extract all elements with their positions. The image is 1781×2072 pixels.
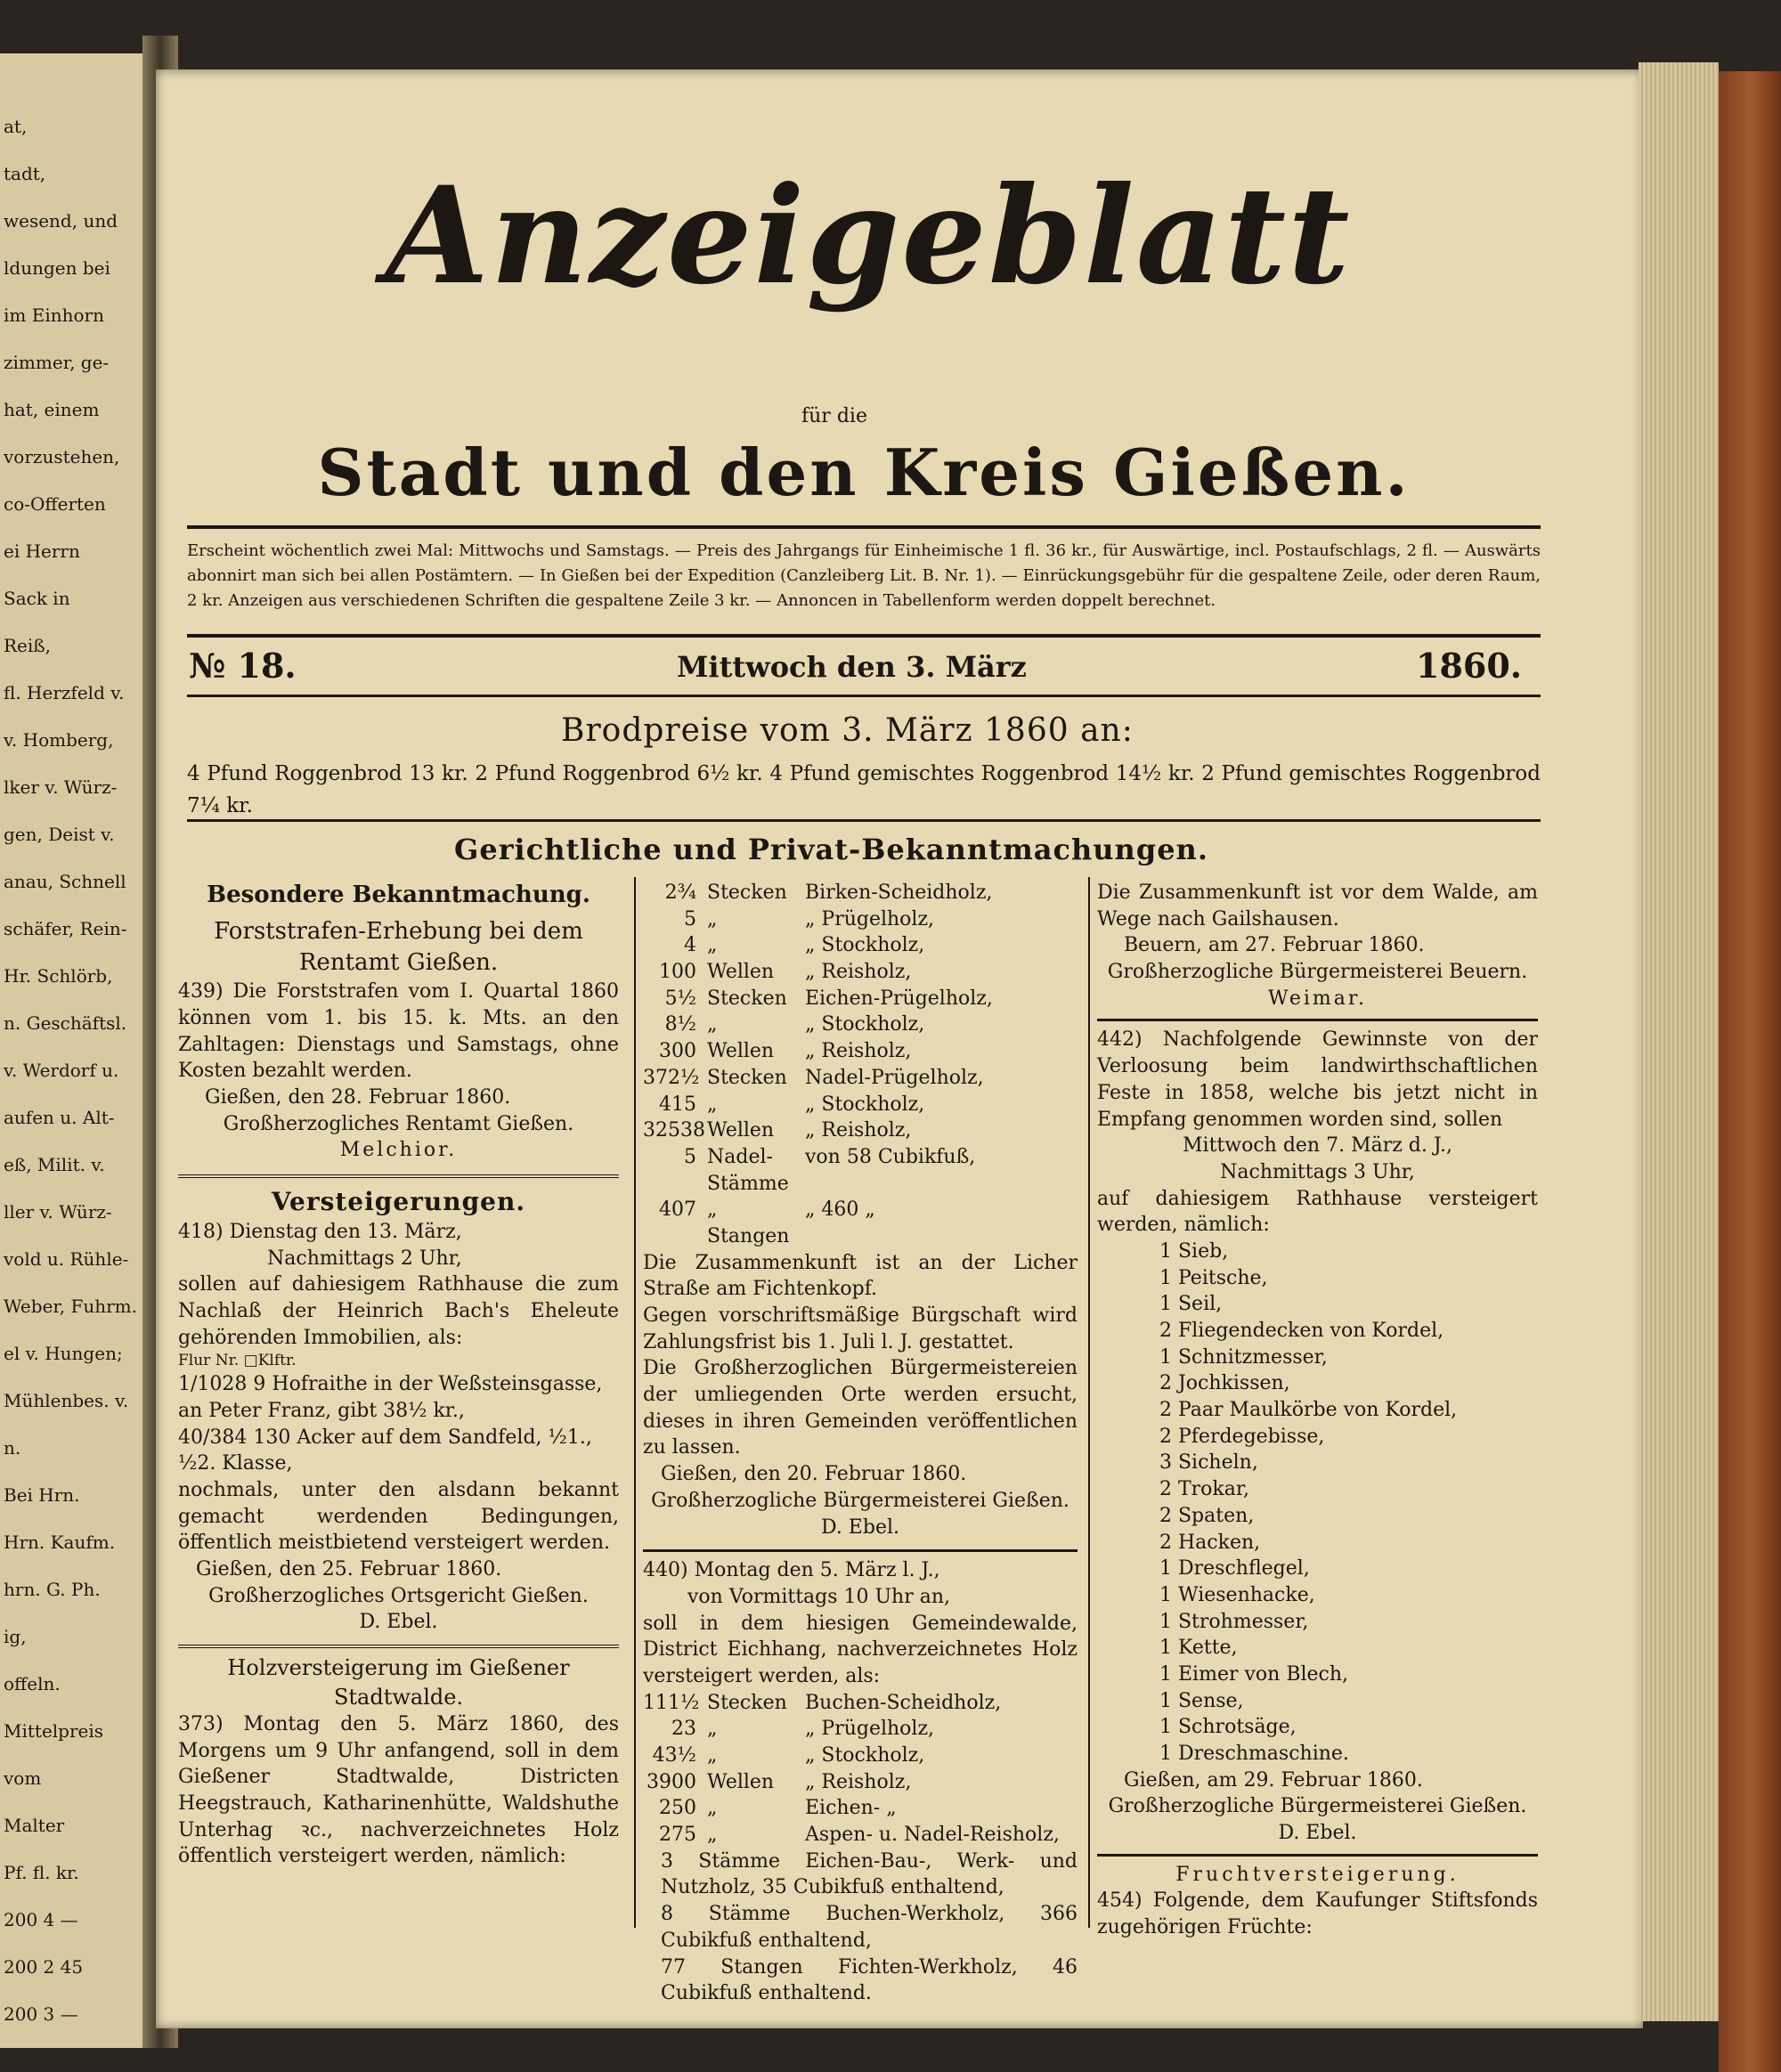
prize-item: 1 Sense, (1159, 1689, 1244, 1712)
notice-373-meeting: Die Zusammenkunft ist an der Licher Straße am Fichtenkopf. (643, 1251, 1078, 1301)
subscription-info: Erscheint wöchentlich zwei Mal: Mittwochs und Samstags. — Preis des Jahrgangs für Einheimische 1 fl. 36 kr., für Auswärtige, incl. Postaufschlags, 2 fl. — Auswärts abonnirt man sich bei allen Postämtern. — In Gießen bei der Expedition (Canzleiberg Lit. B. Nr. 1). — Einrückungsgebühr für die gespaltene Zeile, oder deren Raum, 2 kr. Anzeigen aus verschiedenen Schriften die gespaltene Zeile 3 kr. — Annoncen in Tabellenform werden doppelt berechnet. (187, 541, 1541, 610)
wood-lot-row (643, 1822, 1078, 1849)
prize-item: 1 Dreschmaschine. (1159, 1743, 1349, 1765)
left-page-text-fragment: anau, Schnell (4, 871, 126, 892)
lot-unit: „ Stangen (707, 1199, 790, 1247)
lot-unit: Wellen (707, 1119, 775, 1142)
lot-description: „ Prügelholz, (805, 1718, 935, 1741)
left-page-text-fragment: co-Offerten (4, 493, 106, 515)
page-edges (1639, 62, 1719, 2021)
notice-442-date: Mittwoch den 7. März d. J., (1183, 1134, 1452, 1158)
left-page-text-fragment: Reiß, (4, 635, 52, 656)
prize-item: 1 Eimer von Blech, (1159, 1662, 1349, 1686)
notice-440-meeting: Die Zusammenkunft ist vor dem Walde, am Wege nach Gailshausen. (1097, 882, 1538, 930)
column-divider-1 (634, 877, 636, 1928)
lot-unit: Wellen (707, 1040, 775, 1063)
left-page-text-fragment: hrn. G. Ph. (4, 1579, 101, 1600)
prize-item: 1 Peitsche, (1159, 1266, 1268, 1289)
lot-unit: „ (707, 1824, 718, 1847)
left-page-text-fragment: Hrn. Kaufm. (4, 1532, 116, 1553)
left-page-text-fragment: lker v. Würz- (4, 776, 118, 798)
lot-unit: Stecken (707, 987, 787, 1010)
wood-lot-row (643, 1716, 1078, 1743)
wood-lot-row (643, 1743, 1078, 1769)
wood-lot-row (643, 1144, 1078, 1197)
notice-440-text: soll in dem hiesigen Gemeindewalde, District Eichhang, nachverzeichnetes Holz versteigert werden, als: (643, 1612, 1078, 1687)
prize-item: 1 Kette, (1159, 1637, 1238, 1660)
notice-439-signature: Großherzogliches Rentamt Gießen. (223, 1112, 574, 1135)
notice-418-time: Nachmittags 2 Uhr, (267, 1247, 462, 1270)
left-page-text-fragment: fl. Herzfeld v. (4, 682, 125, 703)
lot-unit: „ (707, 907, 718, 930)
wood-lot-row (643, 1690, 1078, 1717)
lot-description: „ Prügelholz, (805, 907, 935, 930)
left-page-text-fragment: tadt, (4, 163, 46, 184)
heading-besondere: Besondere Bekanntmachung. (207, 882, 590, 908)
lot-description: „ Stockholz, (805, 1744, 925, 1767)
prize-item: 2 Paar Maulkörbe von Kordel, (1159, 1399, 1458, 1422)
lot-description: „ Stockholz, (805, 1093, 925, 1116)
left-page-text-fragment: vom (4, 1767, 42, 1789)
notice-418-flur1: 1/1028 9 Hofraithe in der Weßsteinsgasse, an Peter Franz, gibt 38½ kr., (178, 1373, 603, 1422)
notice-373-request: Die Großherzoglichen Bürgermeistereien der umliegenden Orte werden ersucht, dieses in ihren Gemeinden veröffentlichen zu lassen. (643, 1357, 1078, 1459)
notice-373-name: D. Ebel. (820, 1515, 900, 1539)
left-page-text-fragment: 200 4 — (4, 1909, 78, 1930)
issue-year: 1860. (1416, 646, 1522, 686)
masthead-title: Anzeigeblatt (385, 158, 1352, 314)
lot-unit: Nadel-Stämme (707, 1145, 789, 1195)
column-1 (178, 880, 619, 1870)
wood-lot-row (643, 1769, 1078, 1796)
lot-description: von 58 Cubikfuß, (805, 1145, 976, 1168)
notice-440-name: Weimar. (1268, 987, 1367, 1010)
bread-price-heading: Brodpreise vom 3. März 1860 an: (561, 712, 1134, 749)
notice-439: 439) Die Forststrafen vom I. Quartal 1860 können vom 1. bis 15. k. Mts. an den Zahltagen: Dienstags und Samstags, ohne Kosten bezahlt werden. (178, 980, 619, 1083)
lot-unit: „ (707, 934, 718, 957)
left-page-text-fragment: v. Homberg, (4, 729, 114, 751)
prize-item: 2 Pferdegebisse, (1159, 1425, 1325, 1448)
lot-unit: Stecken (707, 882, 787, 904)
lot-quantity: 23 (671, 1718, 696, 1741)
left-page-text-fragment: Weber, Fuhrm. (4, 1296, 137, 1317)
heading-forststrafen: Forststrafen-Erhebung bei dem Rentamt Gießen. (214, 918, 583, 977)
left-page-text-fragment: hat, einem (4, 399, 100, 420)
book-spine (1719, 71, 1781, 2072)
rule-section (187, 819, 1541, 822)
wood-lot-row (643, 1092, 1078, 1118)
left-page-text-fragment: zimmer, ge- (4, 352, 110, 373)
notice-418-signature: Großherzogliches Ortsgericht Gießen. (208, 1584, 589, 1607)
left-page-text-fragment: ig, (4, 1626, 27, 1647)
notice-418-flur-header: Flur Nr. □Klftr. (178, 1352, 297, 1370)
wood-lot-row (643, 1038, 1078, 1065)
lot-quantity: 32538 (643, 1119, 705, 1142)
lot-quantity: 415 (659, 1093, 696, 1116)
lot-description: „ Stockholz, (805, 1013, 925, 1036)
masthead-fuer: für die (801, 405, 867, 427)
notice-440-place-date: Beuern, am 27. Februar 1860. (1124, 934, 1425, 957)
notice-440-item-beech: 8 Stämme Buchen-Werkholz, 366 Cubikfuß enthaltend, (661, 1903, 1078, 1952)
lot-quantity: 250 (659, 1797, 696, 1820)
prize-item: 1 Seil, (1159, 1293, 1223, 1316)
prize-item: 1 Sieb, (1159, 1239, 1229, 1263)
left-page-text-fragment: wesend, und (4, 210, 118, 232)
lot-unit: „ (707, 1797, 718, 1820)
wood-lot-row (643, 880, 1078, 906)
lot-description: Eichen-Prügelholz, (805, 987, 993, 1010)
notice-418-name: D. Ebel. (359, 1611, 438, 1634)
notice-454: 454) Folgende, dem Kaufunger Stiftsfonds zugehörigen Früchte: (1097, 1889, 1538, 1939)
prize-item: 1 Schnitzmesser, (1159, 1345, 1328, 1369)
lot-quantity: 275 (659, 1824, 696, 1847)
heading-fruchtversteigerung: Fruchtversteigerung. (1175, 1863, 1460, 1886)
left-page-text-fragment: ldungen bei (4, 257, 110, 279)
notice-440-signature: Großherzogliche Bürgermeisterei Beuern. (1107, 961, 1528, 984)
lot-description: Eichen- „ (805, 1797, 897, 1820)
left-page-text-fragment: offeln. (4, 1673, 61, 1694)
left-page-text-fragment: eß, Milit. v. (4, 1154, 105, 1175)
section-heading: Gerichtliche und Privat-Bekanntmachungen. (454, 833, 1208, 866)
notice-373-signature: Großherzogliche Bürgermeisterei Gießen. (651, 1489, 1069, 1512)
left-page-text-fragment: aufen u. Alt- (4, 1107, 115, 1128)
lot-unit: „ (707, 1744, 718, 1767)
rule-issue-top (187, 634, 1541, 638)
wood-lot-row (643, 1012, 1078, 1038)
lot-quantity: 8½ (664, 1013, 696, 1036)
column-2 (643, 880, 1078, 2007)
column-3 (1097, 880, 1538, 1941)
prize-item: 2 Trokar, (1159, 1478, 1249, 1501)
left-page-text-fragment: Mittelpreis (4, 1720, 104, 1742)
prize-item: 3 Sicheln, (1159, 1451, 1258, 1475)
notice-440-item-oak: 3 Stämme Eichen-Bau-, Werk- und Nutzholz, 35 Cubikfuß enthaltend, (661, 1849, 1078, 1899)
left-page-text-fragment: Bei Hrn. (4, 1484, 80, 1506)
lot-quantity: 3900 (647, 1770, 696, 1793)
notice-439-name: Melchior. (339, 1139, 458, 1162)
column-divider-2 (1088, 877, 1090, 1928)
issue-number: № 18. (189, 646, 297, 686)
left-page-text-fragment: schäfer, Rein- (4, 918, 127, 939)
lot-unit: Stecken (707, 1066, 787, 1089)
notice-440-item-spruce: 77 Stangen Fichten-Werkholz, 46 Cubikfuß enthaltend. (661, 1955, 1078, 2005)
bread-price-text: 4 Pfund Roggenbrod 13 kr. 2 Pfund Roggenbrod 6½ kr. 4 Pfund gemischtes Roggenbrod 14½ kr. 2 Pfund gemischtes Roggenbrod 7¼ kr. (187, 762, 1541, 817)
left-page-text-fragment: ller v. Würz- (4, 1201, 112, 1223)
lot-description: „ Stockholz, (805, 934, 925, 957)
lot-description: „ Reisholz, (805, 1119, 912, 1142)
lot-quantity: 300 (659, 1040, 696, 1063)
lot-quantity: 100 (659, 961, 696, 984)
left-page-text-fragment: v. Werdorf u. (4, 1060, 119, 1081)
prize-item: 2 Spaten, (1159, 1504, 1255, 1527)
left-page-text-fragment: el v. Hungen; (4, 1343, 123, 1364)
prize-item: 1 Wiesenhacke, (1159, 1583, 1315, 1606)
notice-442-place-date: Gießen, am 29. Februar 1860. (1124, 1768, 1423, 1792)
rule-issue-bottom (187, 695, 1541, 697)
wood-lot-row (643, 959, 1078, 986)
notice-373-bail: Gegen vorschriftsmäßige Bürgschaft wird Zahlungsfrist bis 1. Juli l. J. gestattet. (643, 1304, 1078, 1353)
lot-quantity: 372½ (643, 1066, 700, 1089)
lot-unit: „ (707, 1013, 718, 1036)
heading-holzversteigerung: Holzversteigerung im Gießener Stadtwalde. (227, 1655, 570, 1710)
lot-description: Nadel-Prügelholz, (805, 1066, 984, 1089)
masthead-subtitle: Stadt und den Kreis Gießen. (317, 435, 1411, 510)
notice-418-text2: nochmals, unter den alsdann bekannt gemacht werdenden Bedingungen, öffentlich meistbietend versteigert werden. (178, 1479, 619, 1555)
lot-quantity: 5 (684, 1145, 696, 1168)
prize-item-list (1097, 1239, 1538, 1767)
lot-description: „ Reisholz, (805, 1040, 912, 1063)
notice-442-signature: Großherzogliche Bürgermeisterei Gießen. (1108, 1795, 1527, 1818)
notice-439-date: Gießen, den 28. Februar 1860. (205, 1086, 511, 1109)
notice-442-text: auf dahiesigem Rathhause versteigert werden, nämlich: (1097, 1187, 1538, 1237)
left-page-text-fragment: n. (4, 1437, 21, 1459)
left-page-text-fragment: vold u. Rühle- (4, 1248, 129, 1270)
notice-418-place-date: Gießen, den 25. Februar 1860. (196, 1558, 502, 1581)
lot-description: „ Reisholz, (805, 961, 912, 984)
lot-unit: Stecken (707, 1691, 787, 1714)
notice-418-text: sollen auf dahiesigem Rathhause die zum Nachlaß der Heinrich Bach's Eheleute gehörenden Immobilien, als: (178, 1273, 619, 1349)
prize-item: 1 Schrotsäge, (1159, 1716, 1297, 1739)
wood-lot-row (643, 986, 1078, 1012)
left-page-text-fragment: Malter (4, 1815, 65, 1836)
left-page-fragment (0, 53, 142, 2048)
notice-442-name: D. Ebel. (1278, 1822, 1357, 1845)
rule-top (187, 525, 1541, 529)
lot-quantity: 5 (684, 907, 696, 930)
notice-440-date: 440) Montag den 5. März l. J., (643, 1559, 940, 1582)
wood-lot-list-2 (643, 1690, 1078, 1849)
lot-quantity: 407 (659, 1199, 696, 1222)
lot-quantity: 111½ (643, 1691, 700, 1714)
lot-description: Aspen- u. Nadel-Reisholz, (805, 1824, 1060, 1847)
heading-versteigerungen: Versteigerungen. (271, 1187, 526, 1217)
wood-lot-row (643, 932, 1078, 959)
lot-description: „ 460 „ (805, 1199, 875, 1222)
issue-date: Mittwoch den 3. März (677, 650, 1027, 684)
left-page-text-fragment: ei Herrn (4, 540, 80, 562)
prize-item: 2 Jochkissen, (1159, 1372, 1290, 1395)
prize-item: 1 Dreschflegel, (1159, 1557, 1310, 1580)
prize-item: 2 Fliegendecken von Kordel, (1159, 1320, 1444, 1342)
left-page-text-fragment: n. Geschäftsl. (4, 1012, 127, 1034)
left-page-text-fragment: 200 3 — (4, 2003, 78, 2025)
wood-lot-row (643, 1795, 1078, 1822)
lot-description: „ Reisholz, (805, 1770, 912, 1793)
lot-description: Birken-Scheidholz, (805, 882, 993, 904)
notice-418-date: 418) Dienstag den 13. März, (178, 1220, 462, 1243)
lot-quantity: 2¾ (664, 882, 696, 904)
left-page-text-fragment: vorzustehen, (4, 446, 120, 467)
notice-373: 373) Montag den 5. März 1860, des Morgens um 9 Uhr anfangend, soll in dem Gießener Stadtwalde, Districten Heegstrauch, Katharinenhütte, Waldshuthe Unterhag ꝛc., nachverzeichnetes Holz öffentlich versteigert werden, nämlich: (178, 1712, 619, 1868)
wood-lot-row (643, 906, 1078, 933)
notice-373-place-date: Gießen, den 20. Februar 1860. (661, 1463, 967, 1486)
lot-quantity: 43½ (652, 1744, 696, 1767)
left-page-text-fragment: Hr. Schlörb, (4, 965, 113, 987)
lot-unit: „ (707, 1718, 718, 1741)
wood-lot-list-1 (643, 880, 1078, 1250)
wood-lot-row (643, 1197, 1078, 1249)
left-page-text-fragment: gen, Deist v. (4, 824, 115, 845)
prize-item: 1 Strohmesser, (1159, 1610, 1309, 1633)
lot-unit: Wellen (707, 961, 775, 984)
lot-quantity: 4 (684, 934, 696, 957)
lot-unit: „ (707, 1093, 718, 1116)
notice-442-time: Nachmittags 3 Uhr, (1220, 1160, 1415, 1183)
wood-lot-row (643, 1117, 1078, 1144)
wood-lot-row (643, 1065, 1078, 1092)
left-page-text-fragment: Sack in (4, 588, 70, 609)
notice-418-flur2: 40/384 130 Acker auf dem Sandfeld, ½1., ½2. Klasse, (178, 1426, 592, 1475)
left-page-text-fragment: Mühlenbes. v. (4, 1390, 129, 1411)
left-page-text-fragment: Pf. fl. kr. (4, 1862, 79, 1883)
lot-quantity: 5½ (664, 987, 696, 1010)
left-page-text-fragment: im Einhorn (4, 305, 104, 326)
lot-unit: Wellen (707, 1770, 775, 1793)
left-page-text-fragment: at, (4, 116, 28, 137)
prize-item: 2 Hacken, (1159, 1531, 1261, 1554)
lot-description: Buchen-Scheidholz, (805, 1691, 1002, 1714)
notice-442: 442) Nachfolgende Gewinnste von der Verloosung beim landwirthschaftlichen Feste in 1858, welche bis jetzt nicht in Empfang genommen worden sind, sollen (1097, 1028, 1538, 1131)
notice-440-time: von Vormittags 10 Uhr an, (687, 1585, 951, 1608)
left-page-text-fragment: 200 2 45 (4, 1956, 84, 1978)
